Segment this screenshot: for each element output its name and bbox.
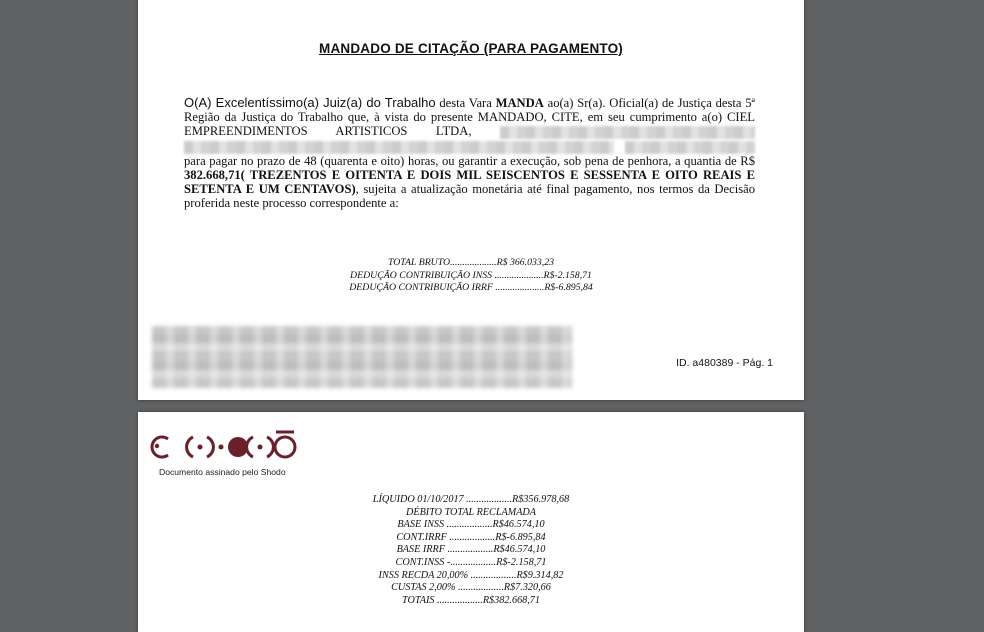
total-line: INSS RECDA 20,00% ..................R$9.314,82: [378, 569, 564, 581]
net-totals-block: [138, 494, 804, 607]
redacted-footer: [152, 326, 572, 388]
total-line: CONT.IRRF ..................R$-6.895,84: [396, 531, 546, 543]
total-line: LÍQUIDO 01/10/2017 ..................R$356.978,68: [372, 494, 570, 505]
page-id: ID. a480389 - Pág. 1: [676, 357, 773, 369]
total-line: DÉBITO TOTAL RECLAMADA: [406, 506, 536, 518]
mandate-paragraph: [184, 96, 755, 210]
intro-part-3: para pagar no prazo de 48 (quarenta e oito) horas, ou garantir a execução, sob pena de penhora, a quantia de R$: [184, 153, 755, 168]
intro-part-2: ao(a) Sr(a). Oficial(a) de Justiça desta 5ª Região da Justiça do Trabalho que, à vista do presente MANDADO, CITE, em seu cumprimento a(o) CIEL EMPREENDIMENTOS ARTISTICOS LTDA,: [184, 96, 755, 139]
intro-part-4: , sujeita a atualização monetária até final pagamento, nos termos da Decisão proferida neste processo correspondente a:: [184, 182, 755, 211]
total-line: TOTAIS ..................R$382.668,71: [401, 594, 540, 606]
document-page-2: [138, 412, 804, 632]
total-line: CONT.INSS -..................R$-2.158,71: [395, 556, 547, 568]
total-line: DEDUÇÃO CONTRIBUIÇÃO IRRF ....................R$-6.895,84: [349, 282, 593, 294]
redacted-text: [625, 141, 755, 154]
total-line: BASE IRRF ..................R$46.574,10: [396, 544, 546, 556]
document-page-1: [138, 0, 804, 400]
amount-in-words: 382.668,71( TREZENTOS E OITENTA E DOIS MIL SEISCENTOS E SESSENTA E OITO REAIS E SETENTA E UM CENTAVOS): [184, 167, 755, 197]
intro-part-1: desta Vara: [435, 96, 496, 110]
intro-lead: O(A) Excelentíssimo(a) Juiz(a) do Trabalho: [184, 95, 436, 110]
redacted-text: [184, 141, 614, 154]
manda-word: MANDA: [495, 96, 544, 110]
total-line: CUSTAS 2,00% ..................R$7.320,66: [391, 582, 551, 594]
document-title: MANDADO DE CITAÇÃO (PARA PAGAMENTO): [319, 41, 623, 56]
shodo-logo: [148, 428, 298, 464]
gross-totals-block: [138, 257, 804, 295]
total-line: DEDUÇÃO CONTRIBUIÇÃO INSS ....................R$-2.158,71: [350, 269, 592, 281]
total-line: BASE INSS ..................R$46.574,10: [397, 519, 545, 531]
total-line: TOTAL BRUTO...................R$ 366.033,23: [387, 257, 555, 268]
logo-caption: Documento assinado pelo Shodo: [159, 467, 286, 477]
redacted-text: [500, 126, 755, 139]
